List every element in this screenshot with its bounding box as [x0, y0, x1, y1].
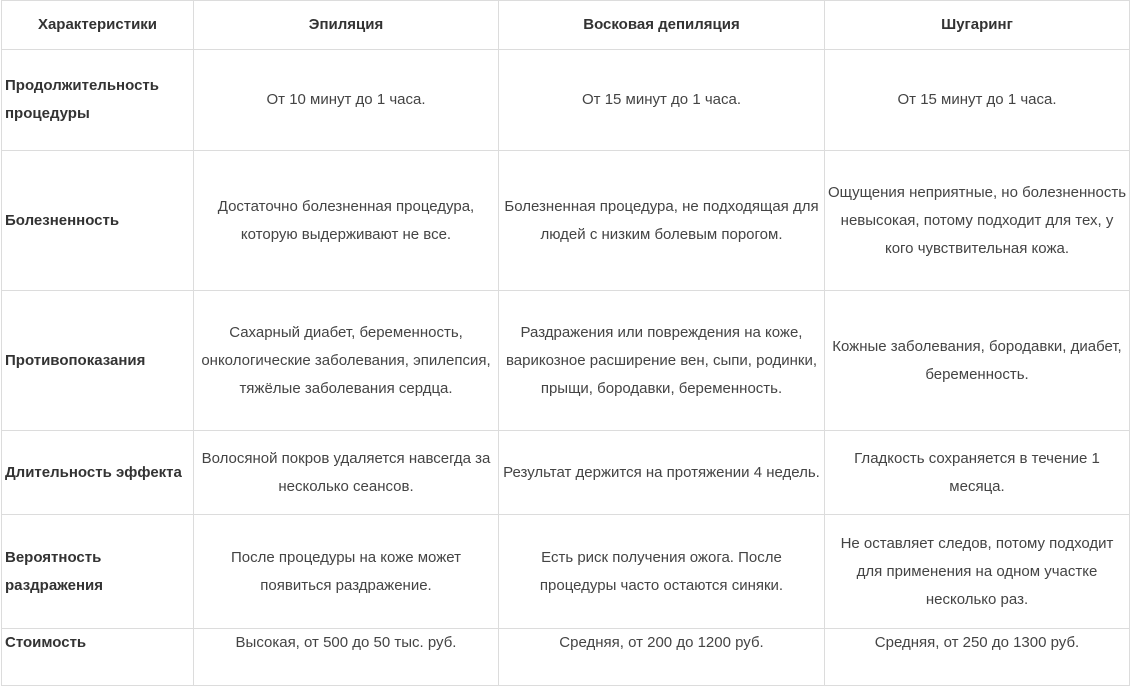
- table-cell: Достаточно болезненная процедура, которую выдерживают не все.: [194, 151, 499, 291]
- table-header-row: [2, 1, 1130, 50]
- row-label: Вероятность раздражения: [2, 515, 194, 629]
- table-row: [2, 50, 1130, 151]
- table-cell: Кожные заболевания, бородавки, диабет, беременность.: [825, 291, 1130, 431]
- table-row: [2, 515, 1130, 629]
- comparison-table: [1, 0, 1130, 686]
- table-cell: После процедуры на коже может появиться раздражение.: [194, 515, 499, 629]
- table-cell: Есть риск получения ожога. После процедуры часто остаются синяки.: [499, 515, 825, 629]
- header-sugaring: Шугаринг: [825, 1, 1130, 50]
- table-cell: Волосяной покров удаляется навсегда за несколько сеансов.: [194, 431, 499, 515]
- row-label: Болезненность: [2, 151, 194, 291]
- row-label: Продолжительность процедуры: [2, 50, 194, 151]
- table-cell: Не оставляет следов, потому подходит для применения на одном участке несколько раз.: [825, 515, 1130, 629]
- header-wax-depilation: Восковая депиляция: [499, 1, 825, 50]
- table-cell: Средняя, от 250 до 1300 руб.: [825, 629, 1130, 686]
- row-label: Противопоказания: [2, 291, 194, 431]
- table-cell: Сахарный диабет, беременность, онкологические заболевания, эпилепсия, тяжёлые заболевания сердца.: [194, 291, 499, 431]
- table-cell: Болезненная процедура, не подходящая для людей с низким болевым порогом.: [499, 151, 825, 291]
- row-label: Стоимость: [2, 629, 194, 686]
- table-cell: Раздражения или повреждения на коже, варикозное расширение вен, сыпи, родинки, прыщи, бородавки, беременность.: [499, 291, 825, 431]
- table-row: [2, 431, 1130, 515]
- header-characteristics: Характеристики: [2, 1, 194, 50]
- table-cell: Высокая, от 500 до 50 тыс. руб.: [194, 629, 499, 686]
- table-row: [2, 291, 1130, 431]
- table-cell: От 15 минут до 1 часа.: [499, 50, 825, 151]
- table-cell: От 10 минут до 1 часа.: [194, 50, 499, 151]
- table-cell: Гладкость сохраняется в течение 1 месяца.: [825, 431, 1130, 515]
- table-cell: Ощущения неприятные, но болезненность невысокая, потому подходит для тех, у кого чувствительная кожа.: [825, 151, 1130, 291]
- table-cell: От 15 минут до 1 часа.: [825, 50, 1130, 151]
- table-row: [2, 151, 1130, 291]
- header-epilation: Эпиляция: [194, 1, 499, 50]
- row-label: Длительность эффекта: [2, 431, 194, 515]
- table-row: [2, 629, 1130, 686]
- table-cell: Средняя, от 200 до 1200 руб.: [499, 629, 825, 686]
- table-cell: Результат держится на протяжении 4 недель.: [499, 431, 825, 515]
